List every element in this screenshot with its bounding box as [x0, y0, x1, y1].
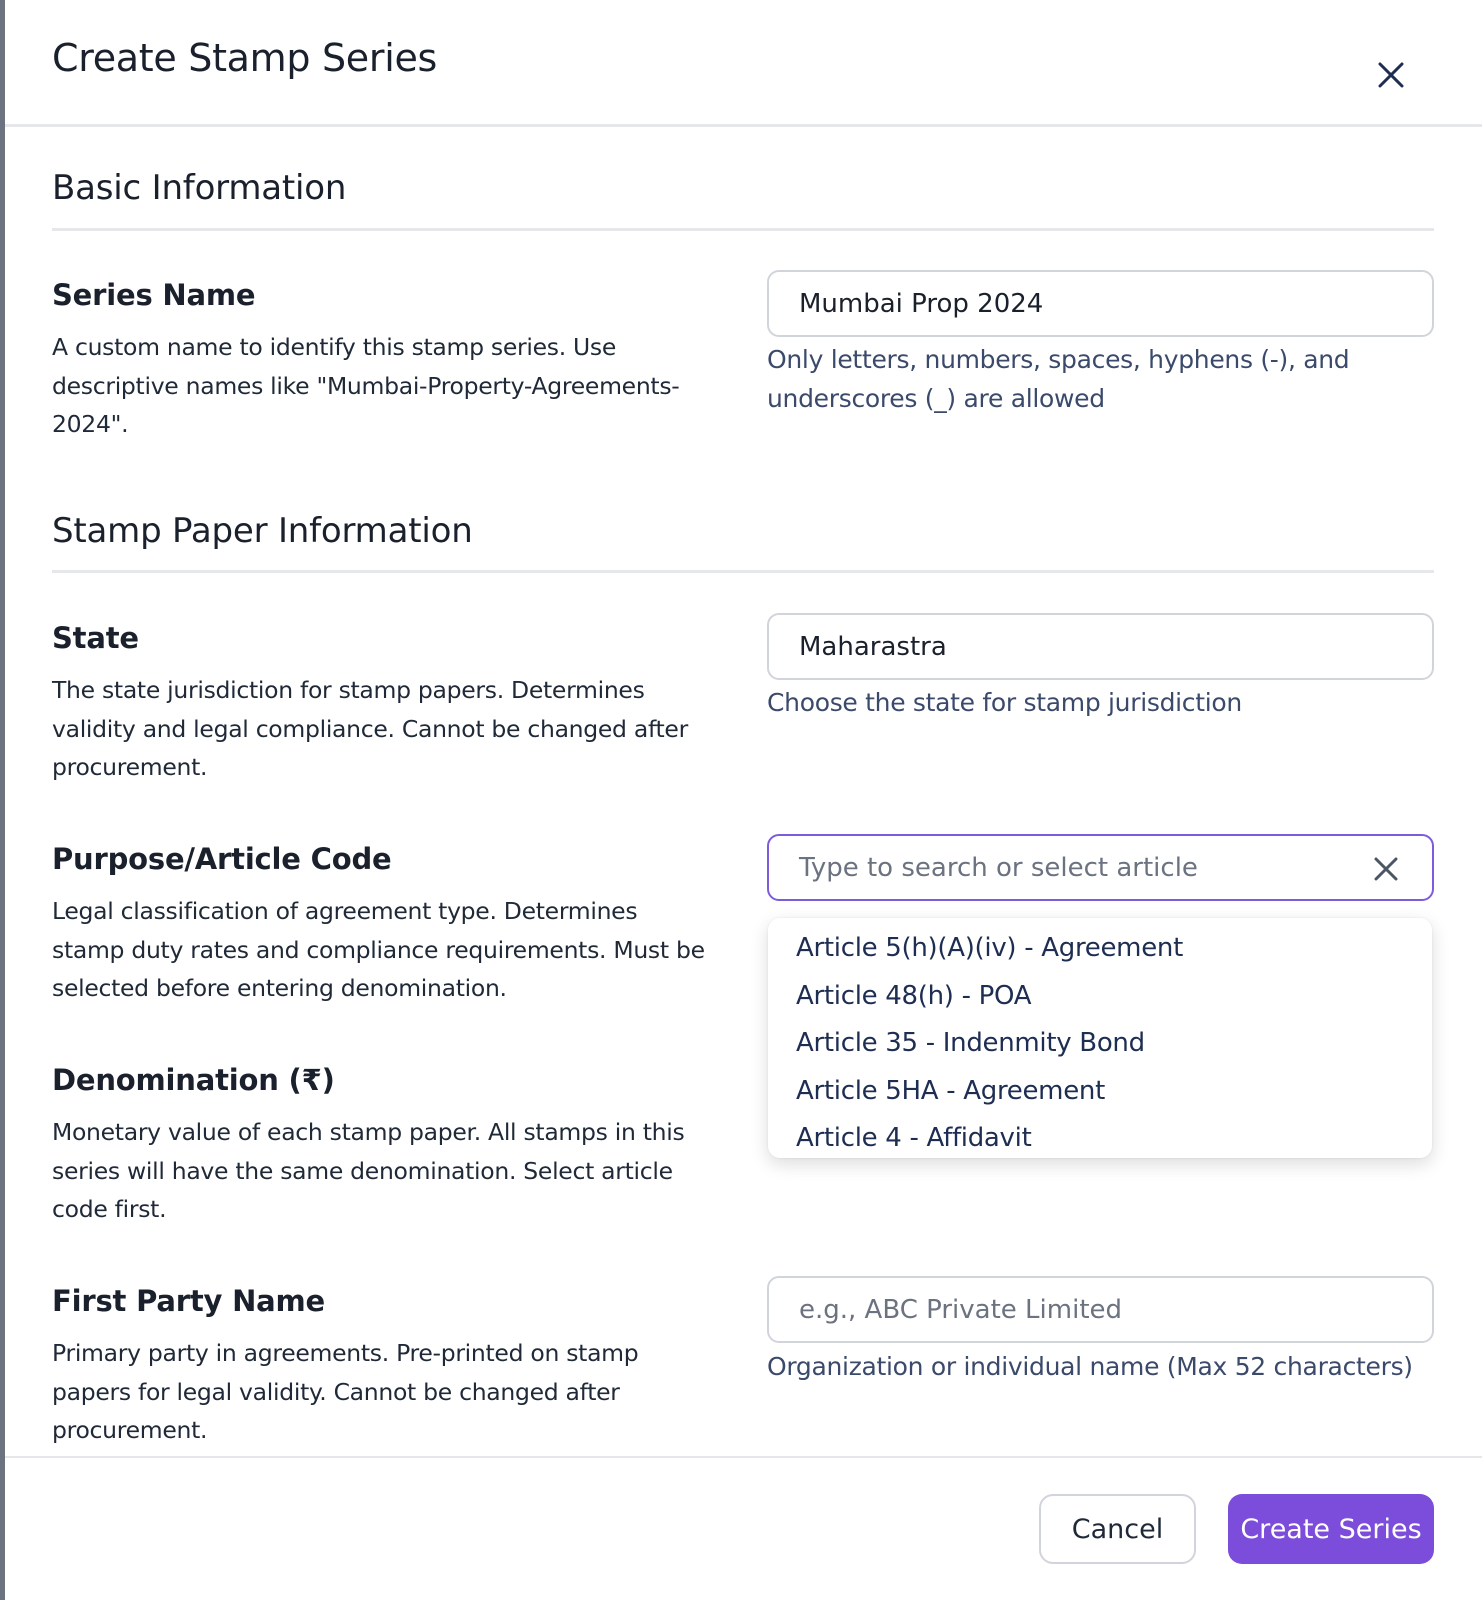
state-select[interactable]: Maharastra: [767, 613, 1434, 680]
section-divider: [52, 228, 1434, 231]
close-button[interactable]: [1374, 58, 1408, 92]
dropdown-option[interactable]: Article 5(h)(A)(iv) - Agreement: [796, 933, 1183, 963]
article-search-placeholder: Type to search or select article: [799, 852, 1198, 883]
create-series-button[interactable]: Create Series: [1228, 1494, 1434, 1564]
article-label: Purpose/Article Code: [52, 842, 392, 876]
first-party-description: Primary party in agreements. Pre-printed on stamp papers for legal validity. Cannot be changed after procurement.: [52, 1339, 639, 1444]
state-label: State: [52, 621, 139, 655]
series-name-help: Only letters, numbers, spaces, hyphens (-), and underscores (_) are allowed: [767, 345, 1350, 413]
clear-button[interactable]: [1372, 855, 1400, 883]
close-icon: [1374, 58, 1408, 92]
dropdown-option[interactable]: Article 4 - Affidavit: [796, 1123, 1032, 1153]
dropdown-option[interactable]: Article 35 - Indenmity Bond: [796, 1028, 1145, 1058]
series-name-label: Series Name: [52, 278, 256, 312]
cancel-button[interactable]: Cancel: [1039, 1494, 1196, 1564]
state-help: Choose the state for stamp jurisdiction: [767, 688, 1242, 717]
state-description: The state jurisdiction for stamp papers. Determines validity and legal compliance. Cannot be changed after procurement.: [52, 676, 688, 781]
series-name-input[interactable]: Mumbai Prop 2024: [767, 270, 1434, 337]
dialog-title: Create Stamp Series: [52, 36, 438, 80]
dialog-header: [5, 0, 1482, 127]
article-search-input[interactable]: [767, 834, 1434, 901]
series-name-description: A custom name to identify this stamp series. Use descriptive names like "Mumbai-Property-Agreements-2024".: [52, 333, 680, 438]
dropdown-option[interactable]: Article 48(h) - POA: [796, 980, 1032, 1011]
dropdown-option[interactable]: Article 5HA - Agreement: [796, 1075, 1105, 1106]
clear-icon: [1372, 855, 1400, 883]
first-party-label: First Party Name: [52, 1284, 326, 1318]
section-title-stamp-paper: Stamp Paper Information: [52, 511, 473, 551]
denomination-description: Monetary value of each stamp paper. All stamps in this series will have the same denomination. Select article code first.: [52, 1118, 685, 1223]
denomination-label: Denomination (₹): [52, 1063, 335, 1097]
section-divider: [52, 570, 1434, 573]
article-description: Legal classification of agreement type. Determines stamp duty rates and compliance requirements. Must be selected before entering denomination.: [52, 897, 705, 1002]
section-title-basic: Basic Information: [52, 168, 347, 208]
article-dropdown: [768, 918, 1432, 1158]
first-party-input[interactable]: e.g., ABC Private Limited: [767, 1276, 1434, 1343]
first-party-help: Organization or individual name (Max 52 characters): [767, 1352, 1413, 1381]
backdrop-edge: [0, 0, 5, 1600]
